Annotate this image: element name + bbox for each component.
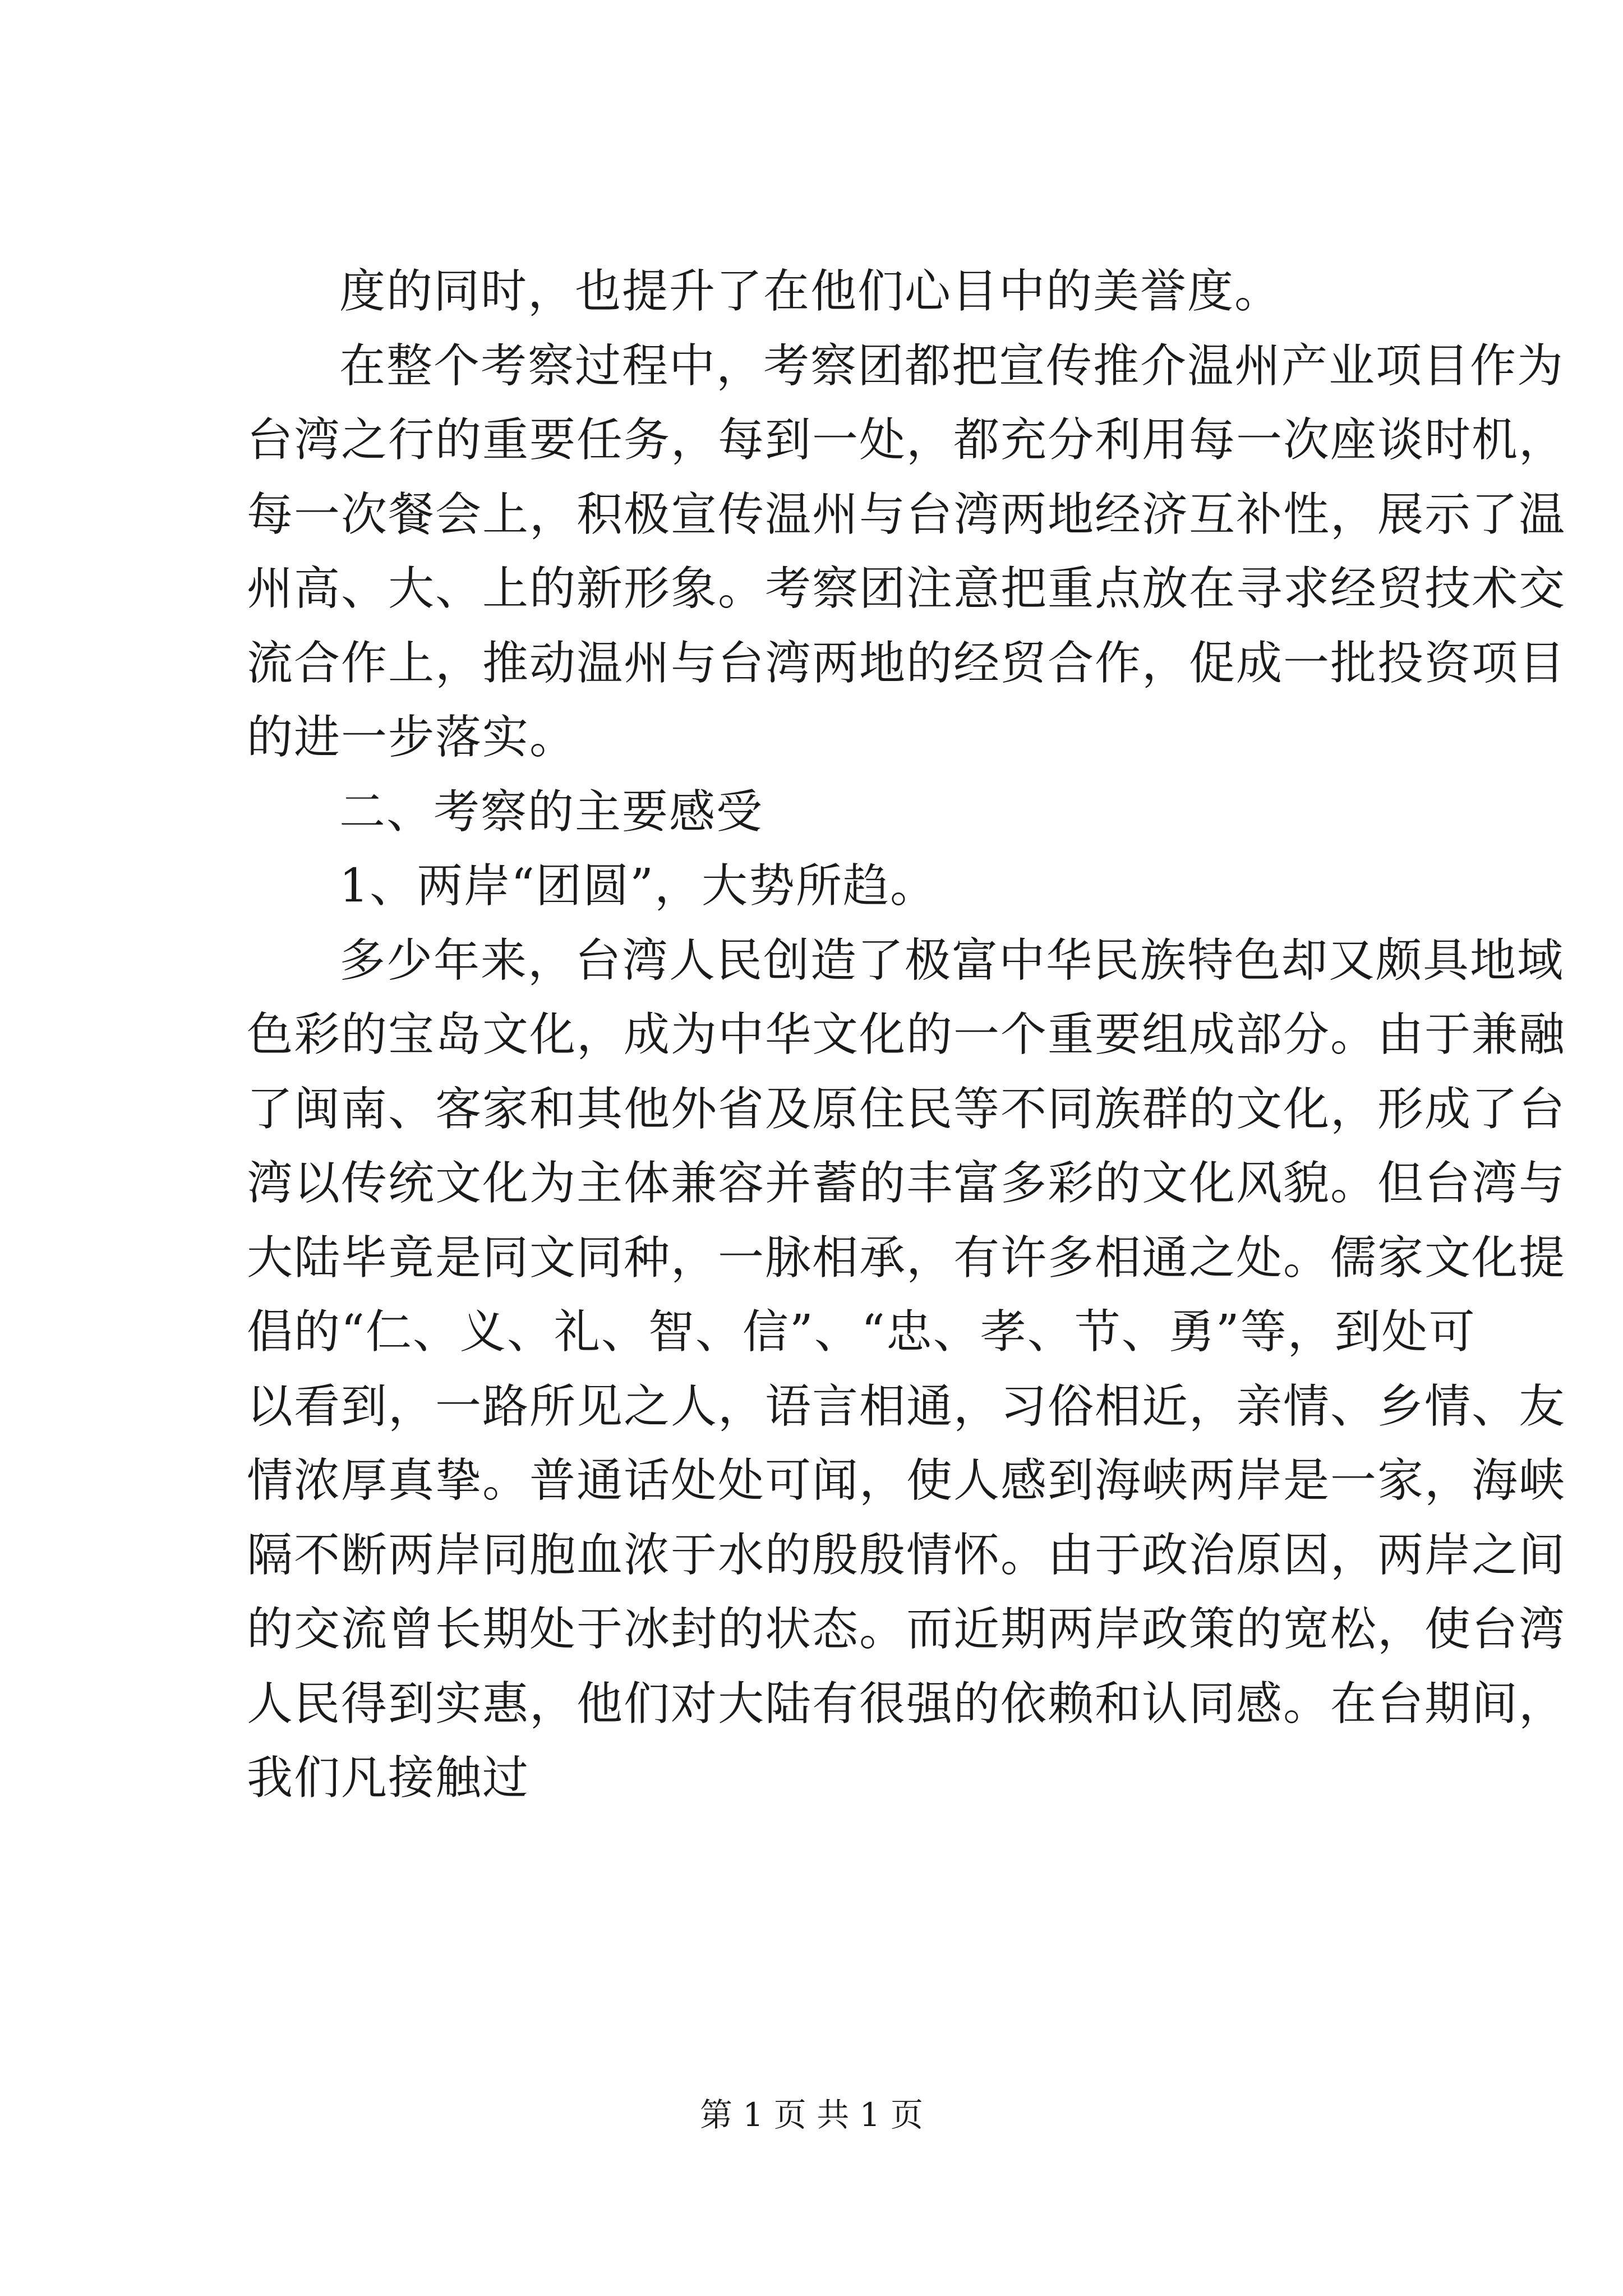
text-line: 度的同时，也提升了在他们心目中的美誉度。 [339, 265, 1282, 318]
text-line: 人民得到实惠，他们对大陆有很强的依赖和认同感。在台期间， [247, 1677, 1566, 1731]
text-line: 台湾之行的重要任务，每到一处，都充分利用每一次座谈时机， [247, 413, 1566, 467]
text-line: 隔不断两岸同胞血浓于水的殷殷情怀。由于政治原因，两岸之间 [247, 1529, 1566, 1582]
text-line: 湾以传统文化为主体兼容并蓄的丰富多彩的文化风貌。但台湾与 [247, 1157, 1566, 1210]
text-line: 州高、大、上的新形象。考察团注意把重点放在寻求经贸技术交 [247, 562, 1566, 615]
text-line: 色彩的宝岛文化，成为中华文化的一个重要组成部分。由于兼融 [247, 1008, 1566, 1061]
text-line: 了闽南、客家和其他外省及原住民等不同族群的文化，形成了台 [247, 1083, 1566, 1136]
page-footer: 第 1 页 共 1 页 [700, 2096, 923, 2134]
text-line: 倡的“仁、义、礼、智、信”、“忠、孝、节、勇”等，到处可 [247, 1305, 1476, 1359]
text-line: 我们凡接触过 [247, 1751, 530, 1805]
text-line: 流合作上，推动温州与台湾两地的经贸合作，促成一批投资项目 [247, 637, 1566, 690]
text-line: 每一次餐会上，积极宣传温州与台湾两地经济互补性，展示了温 [247, 488, 1566, 541]
text-line: 的交流曾长期处于冰封的状态。而近期两岸政策的宽松，使台湾 [247, 1603, 1566, 1656]
text-line: 的进一步落实。 [247, 711, 577, 764]
subsection-heading: 1、两岸“团圆”，大势所趋。 [339, 859, 938, 913]
text-line: 大陆毕竟是同文同种，一脉相承，有许多相通之处。儒家文化提 [247, 1231, 1566, 1285]
section-heading: 二、考察的主要感受 [339, 785, 764, 839]
paragraph-start-line: 多少年来，台湾人民创造了极富中华民族特色却又颇具地域 [339, 934, 1565, 987]
paragraph-start-line: 在整个考察过程中，考察团都把宣传推介温州产业项目作为 [339, 339, 1565, 393]
text-line: 以看到，一路所见之人，语言相通，习俗相近，亲情、乡情、友 [247, 1380, 1566, 1433]
text-line: 情浓厚真挚。普通话处处可闻，使人感到海峡两岸是一家，海峡 [247, 1454, 1566, 1507]
